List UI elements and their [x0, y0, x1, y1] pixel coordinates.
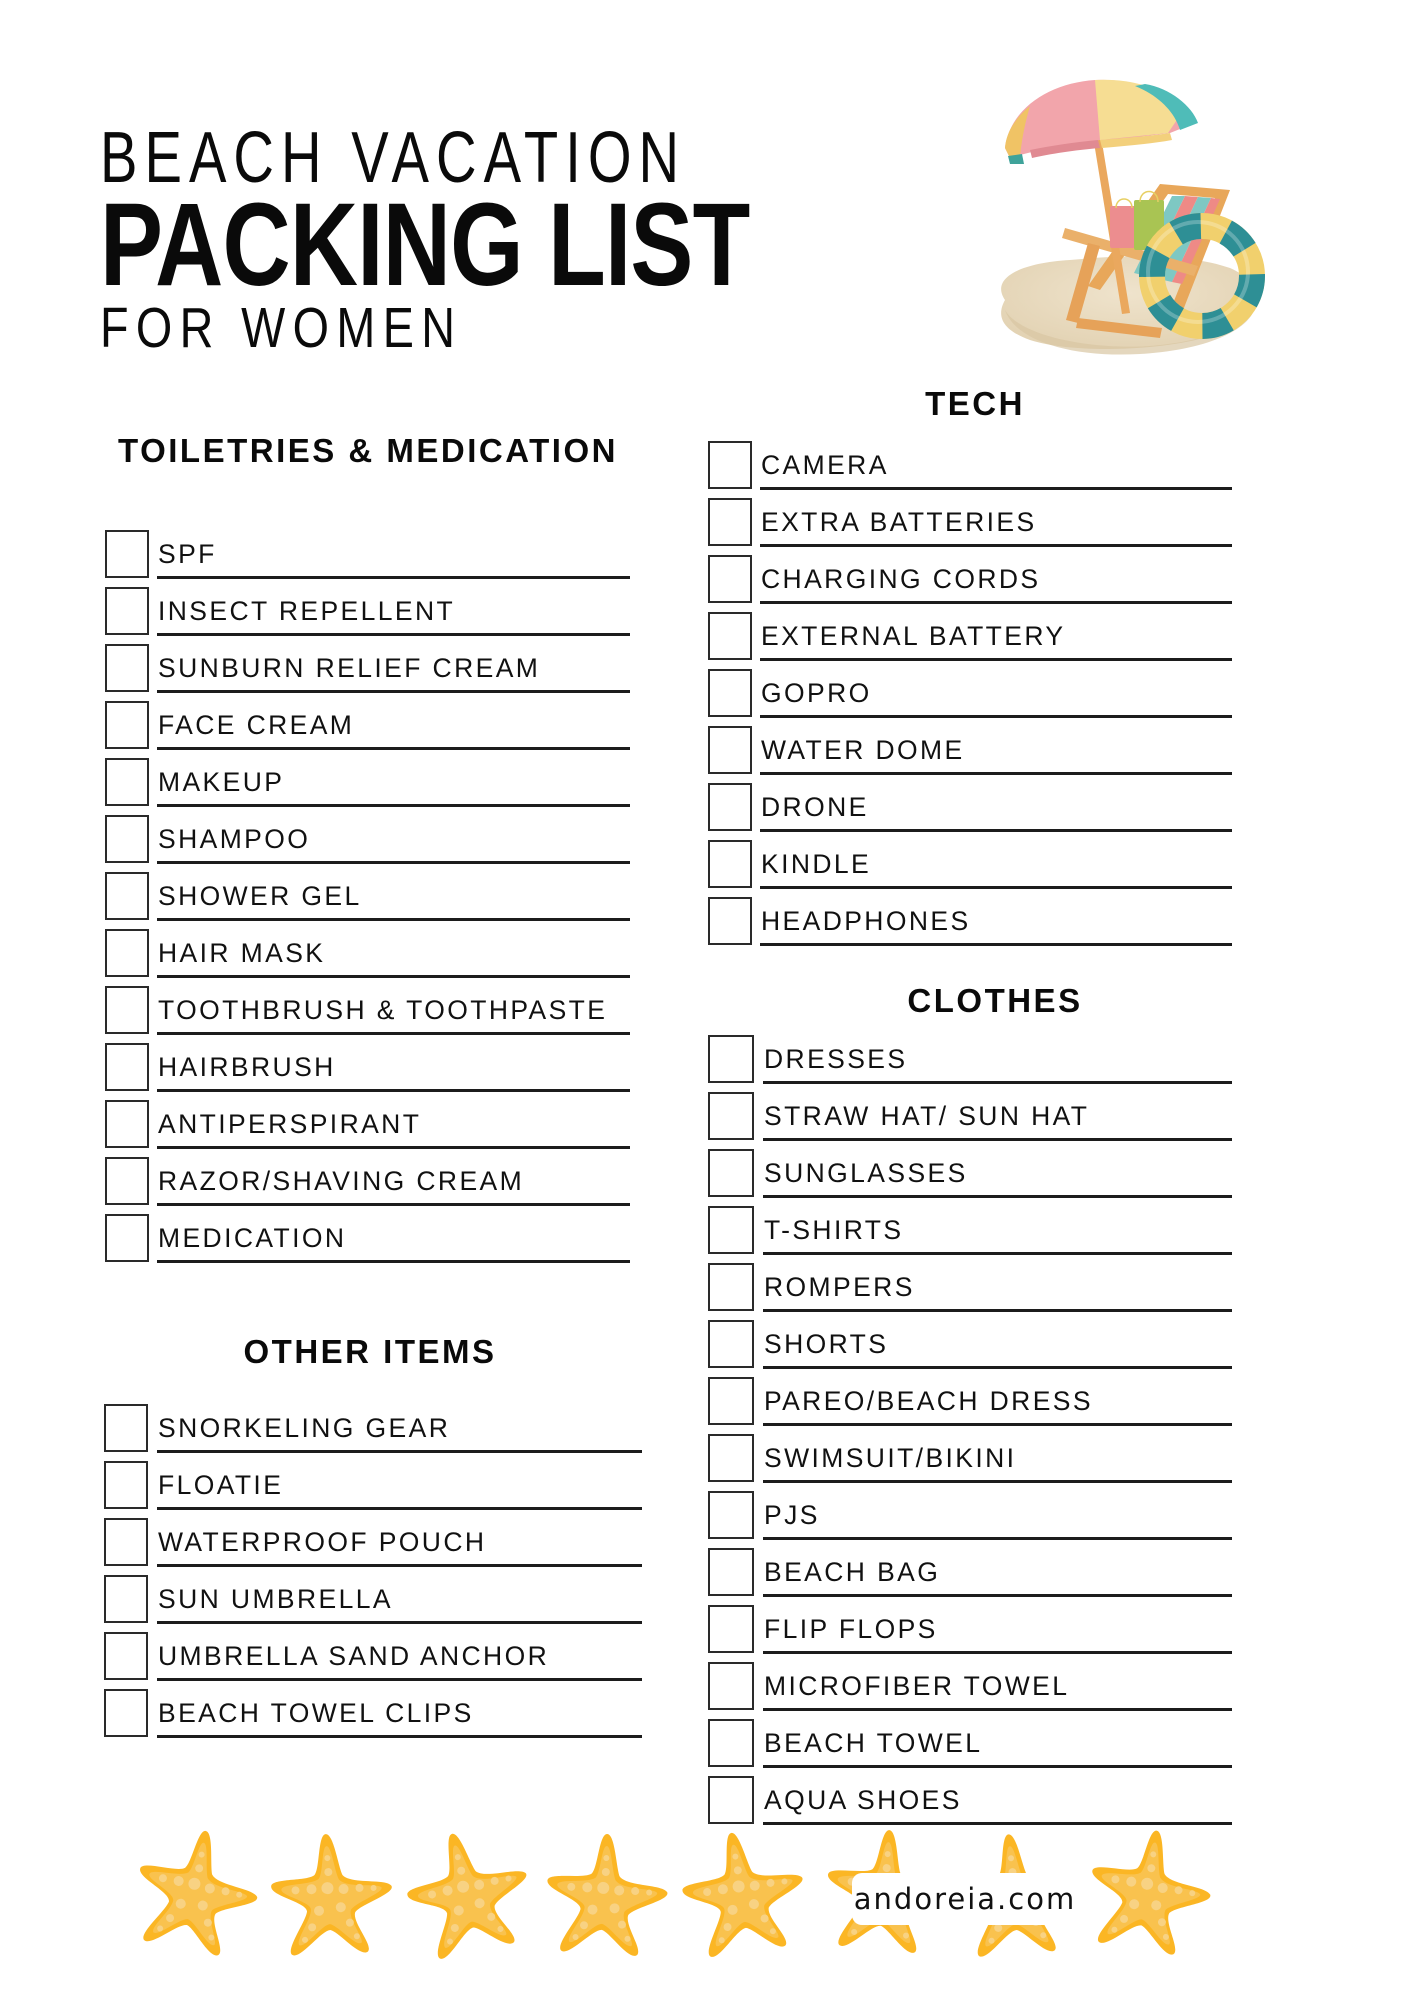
checkbox[interactable]	[708, 1662, 754, 1710]
item-label: BEACH TOWEL CLIPS	[158, 1698, 474, 1728]
checkbox[interactable]	[708, 1719, 754, 1767]
item-label: FLOATIE	[158, 1470, 284, 1500]
list-item	[105, 872, 635, 929]
checkbox[interactable]	[708, 1149, 754, 1197]
underline	[157, 861, 630, 864]
underline	[760, 829, 1232, 832]
checkbox[interactable]	[104, 1632, 148, 1680]
underline	[157, 1735, 642, 1738]
website-label: andoreia.com	[852, 1873, 1078, 1925]
underline	[763, 1822, 1232, 1825]
toiletries-list	[105, 530, 635, 1271]
item-label: PAREO/BEACH DRESS	[764, 1386, 1093, 1416]
other-items-list	[104, 1404, 649, 1746]
item-label: SHAMPOO	[158, 824, 311, 854]
list-item	[105, 530, 635, 587]
list-item	[105, 587, 635, 644]
list-item	[105, 1157, 635, 1214]
item-label: HEADPHONES	[761, 906, 971, 936]
item-label: FACE CREAM	[158, 710, 355, 740]
item-label: TOOTHBRUSH & TOOTHPASTE	[158, 995, 608, 1025]
underline	[763, 1708, 1232, 1711]
list-item	[708, 1776, 1238, 1833]
item-label: SNORKELING GEAR	[158, 1413, 451, 1443]
list-item	[105, 986, 635, 1043]
checkbox[interactable]	[105, 986, 149, 1034]
underline	[763, 1651, 1232, 1654]
underline	[157, 1507, 642, 1510]
item-label: UMBRELLA SAND ANCHOR	[158, 1641, 550, 1671]
underline	[760, 601, 1232, 604]
item-label: KINDLE	[761, 849, 872, 879]
underline	[763, 1366, 1232, 1369]
checkbox[interactable]	[708, 1320, 754, 1368]
list-item	[104, 1575, 649, 1632]
checkbox[interactable]	[105, 644, 149, 692]
underline	[763, 1480, 1232, 1483]
list-item	[708, 1092, 1238, 1149]
underline	[157, 804, 630, 807]
list-item	[105, 701, 635, 758]
item-label: MICROFIBER TOWEL	[764, 1671, 1070, 1701]
list-item	[708, 1548, 1238, 1605]
checkbox[interactable]	[708, 612, 752, 660]
tech-list	[708, 441, 1238, 954]
underline	[760, 943, 1232, 946]
underline	[157, 1089, 630, 1092]
item-label: CAMERA	[761, 450, 889, 480]
item-label: BEACH TOWEL	[764, 1728, 983, 1758]
item-label: SPF	[158, 539, 217, 569]
list-item	[708, 1377, 1238, 1434]
list-item	[708, 1206, 1238, 1263]
list-item	[708, 441, 1238, 498]
underline	[157, 1621, 642, 1624]
item-label: SUNGLASSES	[764, 1158, 968, 1188]
title-line-beach-vacation: BEACH VACATION	[100, 118, 687, 198]
item-label: EXTERNAL BATTERY	[761, 621, 1066, 651]
checkbox[interactable]	[105, 1157, 149, 1205]
checkbox[interactable]	[708, 1035, 754, 1083]
item-label: WATERPROOF POUCH	[158, 1527, 487, 1557]
underline	[157, 918, 630, 921]
checkbox[interactable]	[708, 1548, 754, 1596]
list-item	[708, 1149, 1238, 1206]
item-label: BEACH BAG	[764, 1557, 941, 1587]
checkbox[interactable]	[708, 783, 752, 831]
item-label: HAIR MASK	[158, 938, 326, 968]
underline	[763, 1537, 1232, 1540]
item-label: MAKEUP	[158, 767, 285, 797]
item-label: AQUA SHOES	[764, 1785, 962, 1815]
list-item	[708, 1662, 1238, 1719]
item-label: SUNBURN RELIEF CREAM	[158, 653, 541, 683]
underline	[157, 1203, 630, 1206]
title-line-for-women: FOR WOMEN	[100, 296, 463, 360]
item-label: GOPRO	[761, 678, 872, 708]
underline	[157, 975, 630, 978]
underline	[157, 1260, 630, 1263]
item-label: DRESSES	[764, 1044, 908, 1074]
item-label: SHORTS	[764, 1329, 889, 1359]
underline	[760, 658, 1232, 661]
underline	[157, 1450, 642, 1453]
checkbox[interactable]	[708, 1491, 754, 1539]
underline	[157, 576, 630, 579]
list-item	[708, 897, 1238, 954]
list-item	[708, 1263, 1238, 1320]
list-item	[708, 555, 1238, 612]
checkbox[interactable]	[105, 815, 149, 863]
list-item	[708, 1491, 1238, 1548]
item-label: WATER DOME	[761, 735, 965, 765]
underline	[157, 1564, 642, 1567]
underline	[763, 1765, 1232, 1768]
checkbox[interactable]	[708, 669, 752, 717]
checkbox[interactable]	[708, 897, 752, 945]
list-item	[104, 1689, 649, 1746]
checkbox[interactable]	[708, 1377, 754, 1425]
section-heading-other-items: OTHER ITEMS	[243, 1333, 497, 1370]
list-item	[104, 1461, 649, 1518]
list-item	[104, 1404, 649, 1461]
list-item	[708, 726, 1238, 783]
checkbox[interactable]	[104, 1689, 148, 1737]
checkbox[interactable]	[708, 1605, 754, 1653]
underline	[763, 1594, 1232, 1597]
checkbox[interactable]	[708, 555, 752, 603]
list-item	[708, 840, 1238, 897]
list-item	[708, 1719, 1238, 1776]
section-heading-toiletries: TOILETRIES & MEDICATION	[118, 432, 618, 469]
item-label: STRAW HAT/ SUN HAT	[764, 1101, 1090, 1131]
checkbox[interactable]	[708, 1776, 754, 1824]
underline	[760, 772, 1232, 775]
item-label: ANTIPERSPIRANT	[158, 1109, 422, 1139]
underline	[763, 1423, 1232, 1426]
list-item	[105, 644, 635, 701]
item-label: CHARGING CORDS	[761, 564, 1041, 594]
list-item	[104, 1518, 649, 1575]
checkbox[interactable]	[708, 498, 752, 546]
list-item	[708, 1035, 1238, 1092]
underline	[157, 633, 630, 636]
list-item	[708, 612, 1238, 669]
list-item	[105, 1100, 635, 1157]
item-label: MEDICATION	[158, 1223, 347, 1253]
checkbox[interactable]	[104, 1575, 148, 1623]
checkbox[interactable]	[105, 701, 149, 749]
item-label: DRONE	[761, 792, 869, 822]
checkbox[interactable]	[105, 587, 149, 635]
checkbox[interactable]	[708, 1263, 754, 1311]
checkbox[interactable]	[105, 530, 149, 578]
item-label: PJS	[764, 1500, 820, 1530]
list-item	[105, 929, 635, 986]
list-item	[105, 1043, 635, 1100]
checkbox[interactable]	[105, 758, 149, 806]
underline	[760, 715, 1232, 718]
item-label: FLIP FLOPS	[764, 1614, 938, 1644]
checkbox[interactable]	[708, 1434, 754, 1482]
item-label: SHOWER GEL	[158, 881, 362, 911]
checkbox[interactable]	[708, 840, 752, 888]
checkbox[interactable]	[104, 1518, 148, 1566]
underline	[763, 1081, 1232, 1084]
checkbox[interactable]	[708, 726, 752, 774]
item-label: EXTRA BATTERIES	[761, 507, 1037, 537]
list-item	[708, 669, 1238, 726]
section-heading-tech: TECH	[925, 385, 1025, 422]
underline	[157, 1146, 630, 1149]
beach-umbrella-icon	[930, 78, 1280, 368]
list-item	[708, 498, 1238, 555]
item-label: HAIRBRUSH	[158, 1052, 336, 1082]
underline	[157, 747, 630, 750]
list-item	[105, 815, 635, 872]
list-item	[708, 1605, 1238, 1662]
list-item	[708, 1434, 1238, 1491]
underline	[763, 1309, 1232, 1312]
item-label: SUN UMBRELLA	[158, 1584, 393, 1614]
clothes-list	[708, 1035, 1238, 1833]
underline	[157, 1678, 642, 1681]
item-label: SWIMSUIT/BIKINI	[764, 1443, 1017, 1473]
list-item	[104, 1632, 649, 1689]
item-label: RAZOR/SHAVING CREAM	[158, 1166, 525, 1196]
underline	[157, 1032, 630, 1035]
checkbox[interactable]	[104, 1404, 148, 1452]
list-item	[708, 1320, 1238, 1377]
item-label: T-SHIRTS	[764, 1215, 904, 1245]
list-item	[105, 758, 635, 815]
checkbox[interactable]	[105, 1043, 149, 1091]
item-label: ROMPERS	[764, 1272, 915, 1302]
underline	[760, 544, 1232, 547]
section-heading-clothes: CLOTHES	[907, 982, 1083, 1019]
checkbox[interactable]	[105, 1100, 149, 1148]
list-item	[708, 783, 1238, 840]
checkbox[interactable]	[708, 1206, 754, 1254]
item-label: INSECT REPELLENT	[158, 596, 456, 626]
page-title: PACKING LIST	[100, 179, 750, 311]
underline	[763, 1252, 1232, 1255]
underline	[760, 886, 1232, 889]
underline	[157, 690, 630, 693]
checkbox[interactable]	[708, 441, 752, 489]
underline	[763, 1195, 1232, 1198]
checkbox[interactable]	[104, 1461, 148, 1509]
checkbox[interactable]	[708, 1092, 754, 1140]
starfish-row	[0, 1826, 1414, 1976]
checkbox[interactable]	[105, 1214, 149, 1262]
list-item	[105, 1214, 635, 1271]
underline	[763, 1138, 1232, 1141]
checkbox[interactable]	[105, 929, 149, 977]
underline	[760, 487, 1232, 490]
checkbox[interactable]	[105, 872, 149, 920]
